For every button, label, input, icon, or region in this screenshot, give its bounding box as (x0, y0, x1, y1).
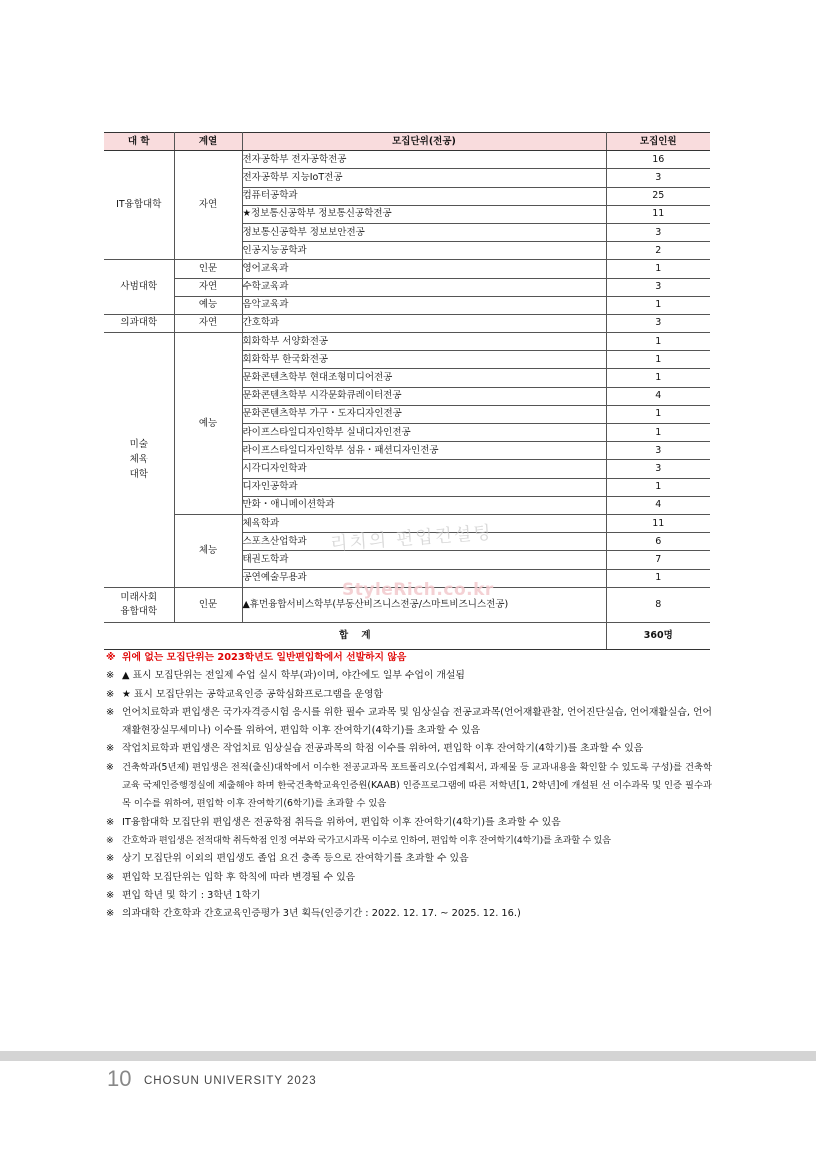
count-cell: 8 (606, 587, 710, 622)
count-cell: 3 (606, 169, 710, 187)
count-cell: 2 (606, 242, 710, 260)
count-cell: 3 (606, 223, 710, 241)
count-cell: 6 (606, 533, 710, 551)
unit-cell: 라이프스타일디자인학부 섬유・패션디자인전공 (242, 442, 606, 460)
unit-cell: 인공지능공학과 (242, 242, 606, 260)
count-cell: 3 (606, 460, 710, 478)
unit-cell: 회화학부 서양화전공 (242, 333, 606, 351)
count-cell: 1 (606, 424, 710, 442)
table-row (104, 296, 710, 314)
table-body (104, 151, 710, 650)
unit-cell: ▲휴먼융합서비스학부(부동산비즈니스전공/스마트비즈니스전공) (242, 587, 606, 622)
watermark-url: StyleRich.co.kr (342, 580, 494, 600)
watermark-text: 리치의 편입컨설팅 (329, 522, 494, 555)
field-cell: 인문 (174, 587, 242, 622)
unit-cell: 디자인공학과 (242, 478, 606, 496)
field-cell: 예능 (174, 333, 242, 515)
count-cell: 1 (606, 333, 710, 351)
count-cell: 25 (606, 187, 710, 205)
note-mark: ※ (106, 706, 115, 718)
note-item (104, 740, 714, 758)
footer-bar (0, 1051, 816, 1061)
note-text: 언어치료학과 편입생은 국가자격증시험 응시를 위한 필수 교과목 및 임상실습 전공교과목(언어재활관찰, 언어진단실습, 언어재활실습, 언어재활현장실무세미나) 이수를 위하여, 편입학 이후 잔여학기(4학기)를 초과할 수 있음 (122, 706, 712, 737)
note-text: 위에 없는 모집단위는 2023학년도 일반편입학에서 선발하지 않음 (122, 652, 407, 663)
table-row (104, 260, 710, 278)
count-cell: 1 (606, 351, 710, 369)
unit-cell: 영어교육과 (242, 260, 606, 278)
unit-cell: 수학교육과 (242, 278, 606, 296)
count-cell: 1 (606, 260, 710, 278)
note-text: ▲ 표시 모집단위는 전일제 수업 실시 학부(과)이며, 야간에도 일부 수업이 개설됨 (122, 670, 465, 682)
note-item (104, 832, 714, 850)
unit-cell: 컴퓨터공학과 (242, 187, 606, 205)
note-mark: ※ (106, 670, 115, 682)
note-item (104, 850, 714, 868)
header-field: 계열 (174, 133, 242, 151)
count-cell: 4 (606, 496, 710, 514)
count-cell: 1 (606, 296, 710, 314)
college-cell: 미래사회 융합대학 (104, 587, 174, 622)
college-cell: 사범대학 (104, 260, 174, 315)
note-mark: ※ (106, 834, 114, 846)
count-cell: 4 (606, 387, 710, 405)
note-text: 상기 모집단위 이외의 편입생도 졸업 요건 충족 등으로 잔여학기를 초과할 수 있음 (122, 853, 469, 865)
note-text: 건축학과(5년제) 편입생은 전적(출신)대학에서 이수한 전공교과목 포트폴리오(수업계획서, 과제물 등 교과내용을 확인할 수 있도록 구성)를 건축학교육 국제인증행정실에 제출해야 하며 한국건축학교육인증원(KAAB) 인증프로그램에 따른 저학년[1, 2학년]에 개설된 선 이수과목 및 인증 필수과목 이수를 위하여, 편입학 이후 잔여학기(6학기)를 초과할 수 있음 (122, 761, 712, 810)
table-row (104, 278, 710, 296)
footer-university: CHOSUN UNIVERSITY 2023 (144, 1075, 317, 1087)
count-cell: 3 (606, 278, 710, 296)
header-college: 대 학 (104, 133, 174, 151)
unit-cell: 시각디자인학과 (242, 460, 606, 478)
count-cell: 7 (606, 551, 710, 569)
note-mark: ※ (106, 853, 115, 865)
unit-cell: 회화학부 한국화전공 (242, 351, 606, 369)
unit-cell: 공연예술무용과 (242, 569, 606, 587)
note-item (104, 759, 714, 814)
unit-cell: 전자공학부 전자공학전공 (242, 151, 606, 169)
note-text: 간호학과 편입생은 전적대학 취득학점 인정 여부와 국가고시과목 이수로 인하여, 편입학 이후 잔여학기(4학기)를 초과할 수 있음 (122, 834, 611, 846)
note-text: IT융합대학 모집단위 편입생은 전공학점 취득을 위하여, 편입학 이후 잔여학기(4학기)를 초과할 수 있음 (122, 816, 561, 828)
unit-cell: 만화・애니메이션학과 (242, 496, 606, 514)
college-cell: 의과대학 (104, 314, 174, 332)
field-cell: 인문 (174, 260, 242, 278)
note-item (104, 649, 714, 667)
field-cell: 체능 (174, 514, 242, 587)
unit-cell: 음악교육과 (242, 296, 606, 314)
recruitment-table (104, 132, 710, 650)
college-cell: IT융합대학 (104, 151, 174, 260)
total-label: 합 계 (104, 622, 606, 649)
note-mark: ※ (106, 652, 116, 663)
note-mark: ※ (106, 743, 115, 755)
note-text: 의과대학 간호학과 간호교육인증평가 3년 획득(인증기간 : 2022. 12. 17. ~ 2025. 12. 16.) (122, 908, 521, 920)
total-value: 360명 (606, 622, 710, 649)
unit-cell: 문화콘텐츠학부 현대조형미디어전공 (242, 369, 606, 387)
note-mark: ※ (106, 816, 115, 828)
header-count: 모집인원 (606, 133, 710, 151)
note-mark: ※ (106, 761, 114, 773)
field-cell: 자연 (174, 314, 242, 332)
college-cell: 미술 체육 대학 (104, 333, 174, 588)
unit-cell: 문화콘텐츠학부 가구・도자디자인전공 (242, 405, 606, 423)
count-cell: 1 (606, 478, 710, 496)
count-cell: 3 (606, 442, 710, 460)
field-cell: 예능 (174, 296, 242, 314)
page-number: 10 (107, 1066, 132, 1091)
unit-cell: 문화콘텐츠학부 시각문화큐레이터전공 (242, 387, 606, 405)
unit-cell: ★정보통신공학부 정보통신공학전공 (242, 205, 606, 223)
unit-cell: 정보통신공학부 정보보안전공 (242, 223, 606, 241)
note-text: 편입학 모집단위는 입학 후 학칙에 따라 변경될 수 있음 (122, 871, 356, 883)
table-row (104, 333, 710, 351)
total-row (104, 622, 710, 649)
count-cell: 1 (606, 405, 710, 423)
count-cell: 3 (606, 314, 710, 332)
note-item (104, 704, 714, 741)
note-item (104, 667, 714, 685)
note-item (104, 905, 714, 923)
note-item (104, 686, 714, 704)
field-cell: 자연 (174, 151, 242, 260)
table-header-row (104, 133, 710, 151)
field-cell: 자연 (174, 278, 242, 296)
unit-cell: 간호학과 (242, 314, 606, 332)
count-cell: 11 (606, 514, 710, 532)
notes-section (104, 649, 714, 923)
count-cell: 1 (606, 569, 710, 587)
note-mark: ※ (106, 871, 115, 883)
header-unit: 모집단위(전공) (242, 133, 606, 151)
note-item (104, 869, 714, 887)
unit-cell: 태권도학과 (242, 551, 606, 569)
count-cell: 16 (606, 151, 710, 169)
count-cell: 1 (606, 369, 710, 387)
unit-cell: 전자공학부 지능IoT전공 (242, 169, 606, 187)
note-mark: ※ (106, 889, 115, 901)
note-item (104, 814, 714, 832)
count-cell: 11 (606, 205, 710, 223)
note-mark: ※ (106, 688, 115, 700)
unit-cell: 스포츠산업학과 (242, 533, 606, 551)
note-mark: ※ (106, 908, 115, 920)
note-text: 편입 학년 및 학기 : 3학년 1학기 (122, 889, 261, 901)
table-row (104, 151, 710, 169)
unit-cell: 체육학과 (242, 514, 606, 532)
note-text: 작업치료학과 편입생은 작업치료 임상실습 전공과목의 학점 이수를 위하여, 편입학 이후 잔여학기(4학기)를 초과할 수 있음 (122, 743, 644, 755)
unit-cell: 라이프스타일디자인학부 실내디자인전공 (242, 424, 606, 442)
table-row (104, 314, 710, 332)
note-item (104, 887, 714, 905)
note-text: ★ 표시 모집단위는 공학교육인증 공학심화프로그램을 운영함 (122, 688, 383, 700)
